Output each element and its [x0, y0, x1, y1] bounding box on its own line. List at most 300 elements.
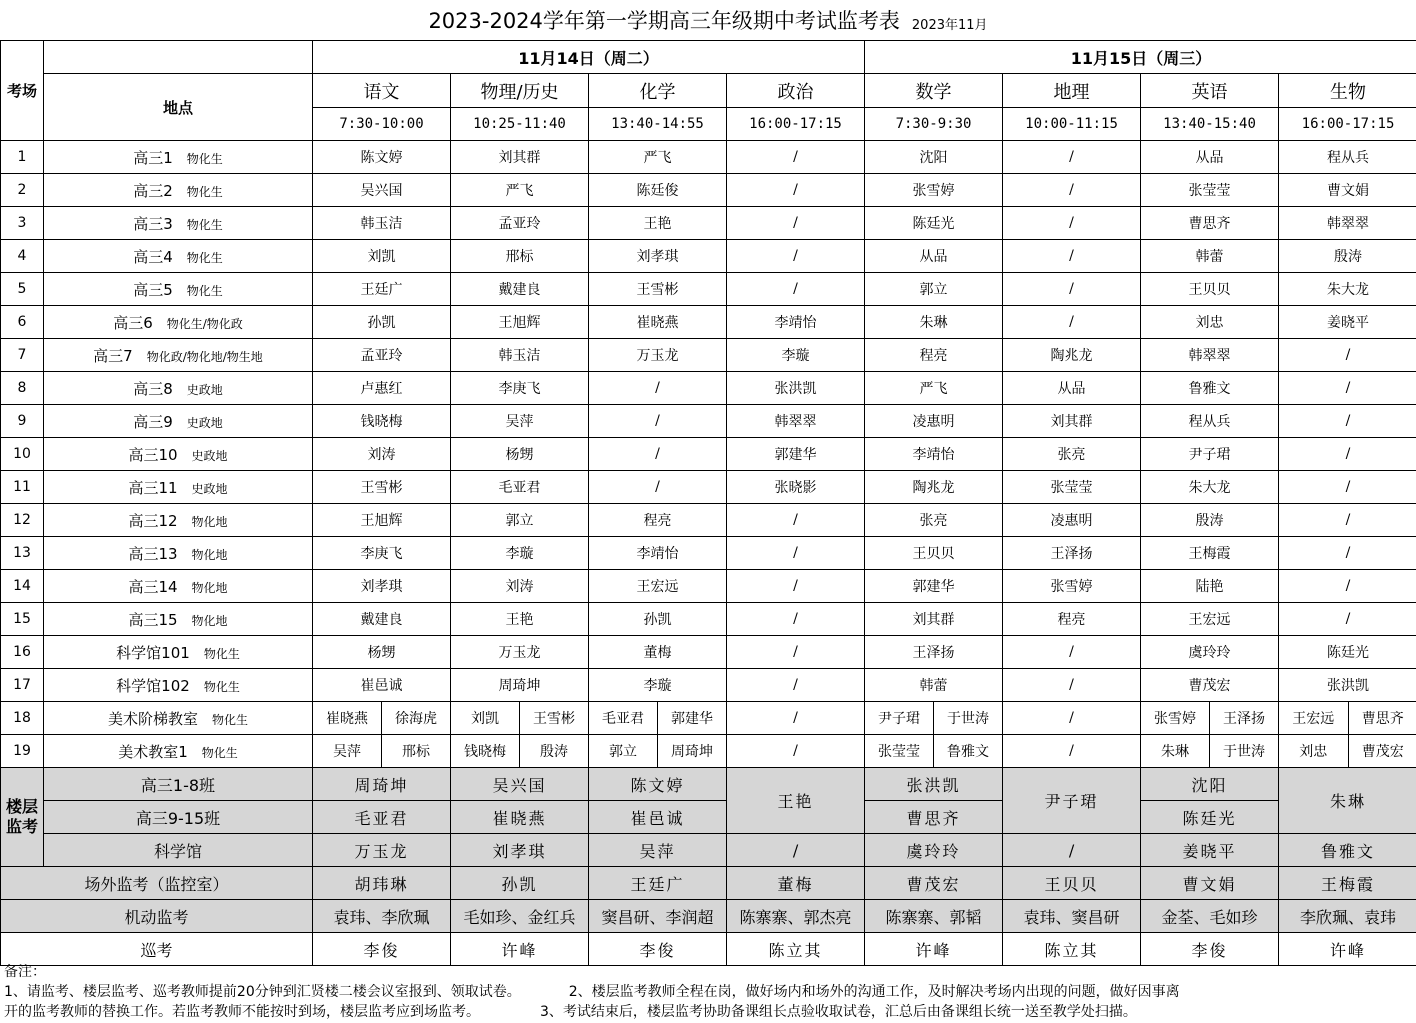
room-number: 17 [1, 669, 44, 702]
time-header: 7:30-9:30 [865, 108, 1003, 141]
location-name: 高三9 [133, 412, 173, 431]
location-cell [44, 174, 313, 207]
location-name: 美术阶梯教室 [107, 709, 198, 728]
table-row [1, 702, 1416, 735]
subject-header: 化学 [589, 74, 727, 108]
subject-header: 政治 [727, 74, 865, 108]
subject-header: 语文 [313, 74, 451, 108]
proctor-cell: 袁玮、李欣珮 [313, 900, 451, 933]
location-name: 高三2 [133, 181, 173, 200]
location-cell [44, 669, 313, 702]
proctor-cell: / [1003, 207, 1141, 240]
proctor-cell: 虞玲玲 [865, 834, 1003, 867]
proctor-cell: 吴兴国 [313, 174, 451, 207]
proctor-name: 王雪彬 [533, 711, 575, 727]
table-row [1, 405, 1416, 438]
proctor-name: 吴萍 [313, 735, 382, 767]
proctor-cell: 尹子珺 [1141, 438, 1279, 471]
proctor-cell: 刘涛 [313, 438, 451, 471]
proctor-cell: / [727, 141, 865, 174]
proctor-cell: 王旭辉 [313, 504, 451, 537]
proctor-cell: 陆艳 [1141, 570, 1279, 603]
proctor-name: 郭建华 [671, 711, 713, 727]
proctor-cell: 孙凯 [313, 306, 451, 339]
proctor-cell: 卢惠红 [313, 372, 451, 405]
proctor-cell: 刘孝琪 [313, 570, 451, 603]
proctor-cell: 王艳 [451, 603, 589, 636]
proctor-cell: 毛亚君 [451, 471, 589, 504]
proctor-cell: 李庚飞 [451, 372, 589, 405]
proctor-cell: 袁玮、窦昌研 [1003, 900, 1141, 933]
table-row [1, 735, 1416, 768]
subject-header: 物理/历史 [451, 74, 589, 108]
proctor-cell: 韩蕾 [865, 669, 1003, 702]
proctor-cell: 陈寨寨、郭韬 [865, 900, 1003, 933]
notes-heading: 备注： [4, 964, 46, 980]
proctor-cell: 孙凯 [589, 603, 727, 636]
proctor-cell: 程亮 [589, 504, 727, 537]
table-row [1, 636, 1416, 669]
location-cell [44, 273, 313, 306]
split-cell [865, 735, 1003, 768]
proctor-cell: / [1003, 735, 1141, 768]
location-name: 高三12 [128, 511, 178, 530]
proctor-cell: 王艳 [589, 207, 727, 240]
proctor-cell: 李俊 [313, 933, 451, 966]
proctor-cell: / [1003, 174, 1141, 207]
note-3: 3、考试结束后，楼层监考协助备课组长点验收取试卷，汇总后由备课组长统一送至教学处扫描。 [540, 1004, 1137, 1020]
proctor-cell: / [727, 735, 865, 768]
table-row [1, 537, 1416, 570]
location-cell [44, 702, 313, 735]
proctor-cell: 刘凯 [313, 240, 451, 273]
proctor-name: 郭立 [589, 735, 658, 767]
subject-header: 地理 [1003, 74, 1141, 108]
proctor-cell: 陈寨寨、郭杰亮 [727, 900, 865, 933]
split-cell [1141, 702, 1279, 735]
proctor-cell: 朱大龙 [1141, 471, 1279, 504]
proctor-cell: 殷涛 [1279, 240, 1416, 273]
proctor-cell: 崔邑诚 [589, 801, 727, 834]
proctor-cell: 李俊 [589, 933, 727, 966]
proctor-cell: 曹思齐 [1141, 207, 1279, 240]
title-date: 2023年11月 [911, 17, 988, 33]
location-name: 科学馆101 [116, 643, 190, 662]
table-row [1, 174, 1416, 207]
location-cell [44, 372, 313, 405]
proctor-cell: 鲁雅文 [1279, 834, 1416, 867]
floor-row [1, 768, 1416, 801]
proctor-cell: 郭立 [865, 273, 1003, 306]
notes-line-2 [4, 1002, 1416, 1022]
proctor-cell: / [727, 537, 865, 570]
location-name: 高三10 [128, 445, 178, 464]
table-row [1, 339, 1416, 372]
proctor-cell: / [727, 207, 865, 240]
table-row [1, 240, 1416, 273]
proctor-cell: 王贝贝 [1141, 273, 1279, 306]
proctor-name: 邢标 [402, 744, 430, 760]
room-number: 12 [1, 504, 44, 537]
proctor-cell: 万玉龙 [451, 636, 589, 669]
subject-header: 生物 [1279, 74, 1416, 108]
proctor-name: 崔晓燕 [313, 702, 382, 734]
floor-range: 高三9-15班 [44, 801, 313, 834]
table-row [1, 504, 1416, 537]
outside-row [1, 867, 1416, 900]
proctor-cell: 刘其群 [451, 141, 589, 174]
proctor-cell: / [727, 504, 865, 537]
day2-header: 11月15日（周三） [865, 41, 1416, 74]
split-cell [313, 735, 451, 768]
proctor-cell: / [1003, 636, 1141, 669]
location-name: 高三8 [133, 379, 173, 398]
location-tag: 物化生 [203, 679, 240, 694]
proctor-cell: 王梅霞 [1279, 867, 1416, 900]
note-2b: 开的监考教师的替换工作。若监考教师不能按时到场，楼层监考应到场监考。 [4, 1004, 480, 1020]
blank-corner [44, 41, 313, 74]
proctor-name: 于世涛 [947, 711, 990, 727]
room-number: 16 [1, 636, 44, 669]
split-cell [865, 702, 1003, 735]
proctor-cell: 陈文婷 [589, 768, 727, 801]
time-header: 10:25-11:40 [451, 108, 589, 141]
proctor-cell: 李靖怡 [865, 438, 1003, 471]
proctor-cell: 崔晓燕 [451, 801, 589, 834]
proctor-cell: / [1279, 438, 1416, 471]
proctor-cell: 曹思齐 [865, 801, 1003, 834]
proctor-cell: 王旭辉 [451, 306, 589, 339]
floor-row [1, 801, 1416, 834]
proctor-cell: / [727, 636, 865, 669]
proctor-cell: 刘忠 [1141, 306, 1279, 339]
proctor-cell: 许峰 [865, 933, 1003, 966]
location-cell [44, 735, 313, 768]
proctor-cell: 陶兆龙 [865, 471, 1003, 504]
location-tag: 物化生 [186, 184, 223, 199]
location-cell [44, 438, 313, 471]
location-cell [44, 603, 313, 636]
proctor-cell: / [727, 273, 865, 306]
proctor-cell: 曹文娟 [1279, 174, 1416, 207]
proctor-name: 周琦坤 [671, 744, 713, 760]
proctor-cell: 毛亚君 [313, 801, 451, 834]
proctor-cell: / [1279, 570, 1416, 603]
proctor-name: 曹思齐 [1361, 711, 1404, 727]
proctor-cell: 吴兴国 [451, 768, 589, 801]
proctor-cell: 曹茂宏 [865, 867, 1003, 900]
proctor-cell: 严飞 [451, 174, 589, 207]
location-tag: 物化生 [203, 646, 240, 661]
proctor-cell: 李璇 [451, 537, 589, 570]
time-header: 13:40-15:40 [1141, 108, 1279, 141]
location-name: 高三14 [128, 577, 178, 596]
proctor-cell: / [727, 570, 865, 603]
proctor-cell: 陈廷光 [1279, 636, 1416, 669]
proctor-cell: 胡玮琳 [313, 867, 451, 900]
table-row [1, 141, 1416, 174]
proctor-cell: / [727, 174, 865, 207]
room-number: 15 [1, 603, 44, 636]
location-name: 高三5 [133, 280, 173, 299]
proctor-name: 毛亚君 [589, 702, 658, 734]
proctor-name: 尹子珺 [865, 702, 934, 734]
proctor-cell: 郭建华 [727, 438, 865, 471]
proctor-cell: / [727, 834, 865, 867]
location-cell [44, 570, 313, 603]
proctor-cell: 程从兵 [1279, 141, 1416, 174]
proctor-cell: 沈阳 [1141, 768, 1279, 801]
proctor-cell: 钱晓梅 [313, 405, 451, 438]
proctor-cell: 陈立其 [1003, 933, 1141, 966]
proctor-cell: 王贝贝 [865, 537, 1003, 570]
location-tag: 物化生 [186, 151, 223, 166]
table-row [1, 306, 1416, 339]
location-tag: 物化生 [201, 745, 238, 760]
table-row [1, 570, 1416, 603]
location-name: 美术教室1 [118, 742, 188, 761]
notes-line-1 [4, 982, 1416, 1002]
proctor-cell: 许峰 [451, 933, 589, 966]
proctor-cell: 虞玲玲 [1141, 636, 1279, 669]
location-cell [44, 537, 313, 570]
split-cell [1279, 702, 1416, 735]
proctor-cell: 李璇 [727, 339, 865, 372]
patrol-label: 巡考 [1, 933, 313, 966]
proctor-cell: / [1279, 339, 1416, 372]
location-cell [44, 306, 313, 339]
proctor-cell: 张洪凯 [727, 372, 865, 405]
time-header: 16:00-17:15 [727, 108, 865, 141]
proctor-cell: 王雪彬 [313, 471, 451, 504]
proctor-cell: 沈阳 [865, 141, 1003, 174]
room-number: 7 [1, 339, 44, 372]
location-name: 高三6 [113, 313, 153, 332]
proctor-cell: 从品 [1003, 372, 1141, 405]
patrol-row [1, 933, 1416, 966]
proctor-name: 张莹莹 [865, 735, 934, 767]
proctor-cell: 王宏远 [1141, 603, 1279, 636]
proctor-cell: / [589, 405, 727, 438]
location-header: 地点 [44, 74, 313, 141]
proctor-cell: 董梅 [727, 867, 865, 900]
proctor-cell: 陈文婷 [313, 141, 451, 174]
location-tag: 物化地 [191, 514, 228, 529]
proctor-cell: / [1279, 372, 1416, 405]
proctor-cell: 戴建良 [451, 273, 589, 306]
proctor-cell: 陶兆龙 [1003, 339, 1141, 372]
proctor-cell: 凌惠明 [1003, 504, 1141, 537]
proctor-cell: 程从兵 [1141, 405, 1279, 438]
proctor-name: 刘忠 [1279, 735, 1349, 767]
proctor-cell: 吴萍 [451, 405, 589, 438]
proctor-cell: 张洪凯 [1279, 669, 1416, 702]
location-tag: 史政地 [186, 382, 223, 397]
proctor-cell: 韩翠翠 [1141, 339, 1279, 372]
room-number: 5 [1, 273, 44, 306]
table-row [1, 471, 1416, 504]
day1-header: 11月14日（周二） [313, 41, 865, 74]
proctor-cell: 杨甥 [451, 438, 589, 471]
location-tag: 史政地 [186, 415, 223, 430]
location-tag: 物化地 [191, 613, 228, 628]
proctor-cell: 张雪婷 [1003, 570, 1141, 603]
proctor-name: 徐海虎 [395, 711, 437, 727]
proctor-name: 于世涛 [1223, 744, 1266, 760]
location-name: 科学馆102 [116, 676, 190, 695]
proctor-cell: 张亮 [1003, 438, 1141, 471]
proctor-cell: 许峰 [1279, 933, 1416, 966]
proctor-cell: 姜晓平 [1279, 306, 1416, 339]
floor-label-a: 楼层 [5, 797, 38, 816]
proctor-cell: 严飞 [865, 372, 1003, 405]
proctor-name: 朱琳 [1141, 735, 1210, 767]
proctor-cell: 从品 [865, 240, 1003, 273]
proctor-cell: 陈廷光 [865, 207, 1003, 240]
location-cell [44, 339, 313, 372]
proctor-cell: 戴建良 [313, 603, 451, 636]
location-tag: 物化生 [186, 250, 223, 265]
proctor-cell: 曹文娟 [1141, 867, 1279, 900]
proctor-name: 王泽扬 [1223, 711, 1266, 727]
location-name: 高三7 [93, 346, 133, 365]
proctor-cell: 陈廷俊 [589, 174, 727, 207]
location-cell [44, 471, 313, 504]
page-title: 2023-2024学年第一学期高三年级期中考试监考表 [428, 9, 900, 33]
location-cell [44, 207, 313, 240]
proctor-cell: 刘孝琪 [589, 240, 727, 273]
proctor-name: 刘凯 [451, 702, 520, 734]
proctor-cell: 孟亚玲 [451, 207, 589, 240]
split-cell [313, 702, 451, 735]
room-number: 1 [1, 141, 44, 174]
proctor-cell: 吴萍 [589, 834, 727, 867]
table-row [1, 207, 1416, 240]
proctor-cell: 郭立 [451, 504, 589, 537]
location-cell [44, 405, 313, 438]
floor-range: 高三1-8班 [44, 768, 313, 801]
location-tag: 物化生/物化政 [166, 316, 243, 331]
proctor-cell: 韩玉洁 [313, 207, 451, 240]
floor-label [1, 768, 44, 867]
split-cell [1279, 735, 1416, 768]
proctor-cell: / [1003, 141, 1141, 174]
proctor-cell: 韩翠翠 [727, 405, 865, 438]
proctor-cell: / [727, 240, 865, 273]
proctor-name: 曹茂宏 [1361, 744, 1404, 760]
proctor-cell: 王廷广 [589, 867, 727, 900]
room-number: 3 [1, 207, 44, 240]
room-number: 13 [1, 537, 44, 570]
proctor-cell: 杨甥 [313, 636, 451, 669]
proctor-cell: 李俊 [1141, 933, 1279, 966]
proctor-cell: / [727, 603, 865, 636]
proctor-cell: 万玉龙 [313, 834, 451, 867]
proctor-cell: 周琦坤 [451, 669, 589, 702]
proctor-name: 张雪婷 [1141, 702, 1210, 734]
location-tag: 物化政/物化地/物生地 [146, 349, 263, 364]
location-cell [44, 240, 313, 273]
proctor-cell: 张莹莹 [1003, 471, 1141, 504]
mobile-row [1, 900, 1416, 933]
table-row [1, 372, 1416, 405]
proctor-cell: 王梅霞 [1141, 537, 1279, 570]
proctor-cell: 刘其群 [1003, 405, 1141, 438]
table-row [1, 273, 1416, 306]
proctor-name: 王宏远 [1279, 702, 1349, 734]
proctor-cell: 邢标 [451, 240, 589, 273]
split-cell [451, 735, 589, 768]
room-number: 11 [1, 471, 44, 504]
location-tag: 物化生 [212, 712, 249, 727]
proctor-cell: / [1003, 240, 1141, 273]
proctor-name: 殷涛 [540, 744, 568, 760]
floor-row [1, 834, 1416, 867]
room-number: 2 [1, 174, 44, 207]
proctor-cell: 李欣珮、袁玮 [1279, 900, 1416, 933]
location-name: 高三11 [128, 478, 178, 497]
mobile-label: 机动监考 [1, 900, 313, 933]
location-tag: 物化地 [191, 547, 228, 562]
proctor-cell: 刘孝琪 [451, 834, 589, 867]
note-2: 2、楼层监考教师全程在岗，做好场内和场外的沟通工作，及时解决考场内出现的问题，做好因事离 [568, 984, 1180, 1000]
location-cell [44, 636, 313, 669]
location-name: 高三1 [133, 148, 173, 167]
page-title-bar [0, 0, 1416, 40]
proctor-cell: 朱琳 [865, 306, 1003, 339]
proctor-cell: 王宏远 [589, 570, 727, 603]
location-tag: 物化生 [186, 283, 223, 298]
proctor-cell: 董梅 [589, 636, 727, 669]
location-name: 高三3 [133, 214, 173, 233]
proctor-cell: 张晓影 [727, 471, 865, 504]
table-row [1, 438, 1416, 471]
proctor-cell: / [1279, 504, 1416, 537]
proctor-cell: 金荃、毛如珍 [1141, 900, 1279, 933]
location-tag: 物化地 [191, 580, 228, 595]
proctor-cell: / [589, 372, 727, 405]
proctor-cell: 孙凯 [451, 867, 589, 900]
time-header: 16:00-17:15 [1279, 108, 1416, 141]
outside-label: 场外监考（监控室） [1, 867, 313, 900]
room-number: 14 [1, 570, 44, 603]
proctor-cell: / [1003, 834, 1141, 867]
time-header: 10:00-11:15 [1003, 108, 1141, 141]
table-row [1, 603, 1416, 636]
time-header: 13:40-14:55 [589, 108, 727, 141]
location-tag: 史政地 [191, 481, 228, 496]
room-number: 18 [1, 702, 44, 735]
proctor-cell: / [727, 669, 865, 702]
proctor-cell: 毛如珍、金红兵 [451, 900, 589, 933]
proctor-cell: 朱大龙 [1279, 273, 1416, 306]
proctor-cell: 韩玉洁 [451, 339, 589, 372]
location-name: 高三15 [128, 610, 178, 629]
location-cell [44, 141, 313, 174]
proctor-cell: 王泽扬 [1003, 537, 1141, 570]
proctor-cell: 韩蕾 [1141, 240, 1279, 273]
room-number: 10 [1, 438, 44, 471]
time-header: 7:30-10:00 [313, 108, 451, 141]
room-number: 8 [1, 372, 44, 405]
room-number: 6 [1, 306, 44, 339]
proctor-name: 鲁雅文 [947, 744, 990, 760]
location-name: 高三13 [128, 544, 178, 563]
proctor-cell: / [1279, 603, 1416, 636]
subject-header: 数学 [865, 74, 1003, 108]
note-1: 1、请监考、楼层监考、巡考教师提前20分钟到汇贤楼二楼会议室报到、领取试卷。 [4, 984, 521, 1000]
proctor-cell: 窦昌研、李润超 [589, 900, 727, 933]
